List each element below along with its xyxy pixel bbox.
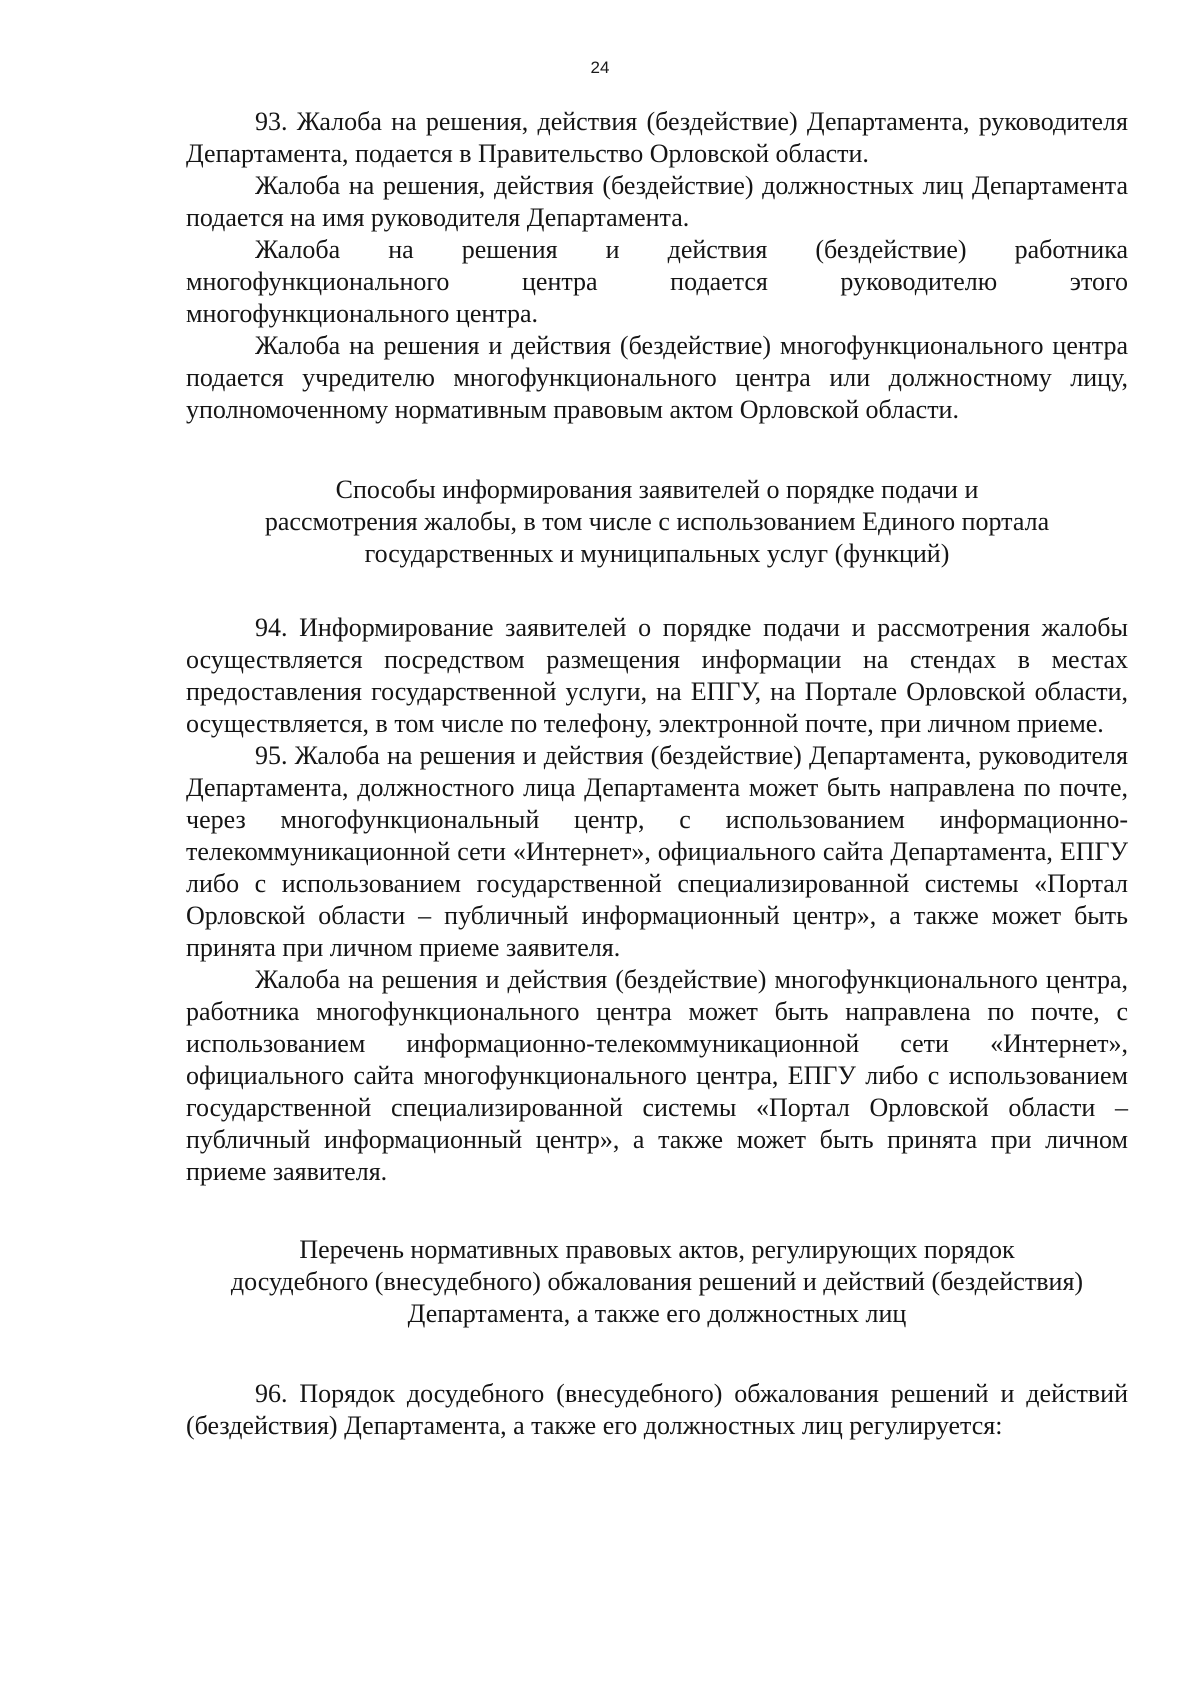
document-body (186, 106, 1128, 1442)
paragraph-95: 95. Жалоба на решения и действия (бездействие) Департамента, руководителя Департамента, должностного лица Департамента может быть направлена по почте, через многофункциональный центр, с использованием информационно-телекоммуникационной сети «Интернет», официального сайта Департамента, ЕПГУ либо с использованием государственной специализированной системы «Портал Орловской области – публичный информационный центр», а также может быть принята при личном приеме заявителя. (186, 741, 1128, 962)
paragraph-complaint-mfc-worker: Жалоба на решения и действия (бездействие) работника многофункционального центра подается руководителю этого многофункционального центра. (186, 235, 1128, 328)
heading-line: рассмотрения жалобы, в том числе с использованием Единого портала (264, 507, 1050, 536)
heading-line: Департамента, а также его должностных лиц (407, 1299, 907, 1328)
paragraph-complaint-mfc-channels: Жалоба на решения и действия (бездействие) многофункционального центра, работника многофункционального центра может быть направлена по почте, с использованием информационно-телекоммуникационной сети «Интернет», официального сайта многофункционального центра, ЕПГУ либо с использованием государственной специализированной системы «Портал Орловской области – публичный информационный центр», а также может быть принята при личном приеме заявителя. (186, 965, 1128, 1186)
section-heading-informing (186, 474, 1128, 570)
heading-line: Перечень нормативных правовых актов, регулирующих порядок (299, 1235, 1015, 1264)
page-number: 24 (590, 58, 610, 77)
section-heading-legal-acts (186, 1234, 1128, 1330)
heading-line: досудебного (внесудебного) обжалования решений и действий (бездействия) (230, 1267, 1084, 1296)
paragraph-complaint-officials: Жалоба на решения, действия (бездействие) должностных лиц Департамента подается на имя руководителя Департамента. (186, 171, 1128, 232)
paragraph-96: 96. Порядок досудебного (внесудебного) обжалования решений и действий (бездействия) Департамента, а также его должностных лиц регулируется: (186, 1379, 1128, 1440)
paragraph-94: 94. Информирование заявителей о порядке подачи и рассмотрения жалобы осуществляется посредством размещения информации на стендах в местах предоставления государственной услуги, на ЕПГУ, на Портале Орловской области, осуществляется, в том числе по телефону, электронной почте, при личном приеме. (186, 613, 1128, 738)
heading-line: Способы информирования заявителей о порядке подачи и (335, 475, 979, 504)
heading-line: государственных и муниципальных услуг (функций) (364, 539, 950, 568)
paragraph-complaint-mfc: Жалоба на решения и действия (бездействие) многофункционального центра подается учредителю многофункционального центра или должностному лицу, уполномоченному нормативным правовым актом Орловской области. (186, 331, 1128, 424)
paragraph-93: 93. Жалоба на решения, действия (бездействие) Департамента, руководителя Департамента, подается в Правительство Орловской области. (186, 107, 1128, 168)
